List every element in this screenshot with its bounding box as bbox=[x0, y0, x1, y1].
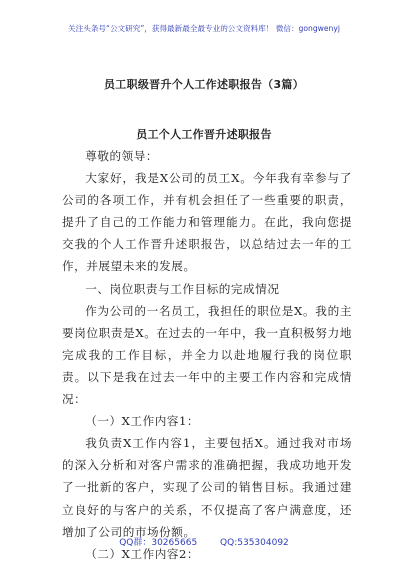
item-2-heading: （二）X工作内容2： bbox=[85, 546, 200, 561]
intro-paragraph: 大家好，我是X公司的员工X。今年我有幸参与了公司的各项工作，并有机会担任了一些重要的职责，提升了自己的工作能力和管理能力。在此，我向您提交我的个人工作晋升述职报告，以总结过去一年的工作，并展望未来的发展。 bbox=[62, 171, 352, 274]
item-1-heading: （一）X工作内容1： bbox=[85, 414, 200, 429]
document-title: 员工职级晋升个人工作述职报告（3篇） bbox=[103, 78, 305, 91]
footer-qq: QQ:535304092 bbox=[220, 538, 289, 548]
section-title: 员工个人工作晋升述职报告 bbox=[136, 128, 272, 141]
header-banner: 关注头条号“公文研究”，获得最新最全最专业的公文资料库！ 微信：gongwenyj bbox=[68, 24, 340, 33]
duties-paragraph: 作为公司的一名员工，我担任的职位是X。我的主要岗位职责是X。在过去的一年中，我一直积极努力地完成我的工作目标，并全力以赴地履行我的岗位职责。以下是我在过去一年中的主要工作内容和完成情况： bbox=[62, 303, 352, 407]
greeting-paragraph: 尊敬的领导： bbox=[85, 149, 159, 163]
footer-contact bbox=[0, 535, 408, 548]
document-body bbox=[62, 145, 352, 565]
footer-qq-group: QQ群：30265665 bbox=[119, 538, 198, 548]
heading-responsibilities: 一、岗位职责与工作目标的完成情况 bbox=[85, 281, 280, 296]
item-1-paragraph: 我负责X工作内容1，主要包括X。通过我对市场的深入分析和对客户需求的准确把握，我成功地开发了一批新的客户，实现了公司的销售目标。我通过建立良好的与客户的关系，不仅提高了客户满意度，还增加了公司的市场份额。 bbox=[62, 436, 352, 539]
